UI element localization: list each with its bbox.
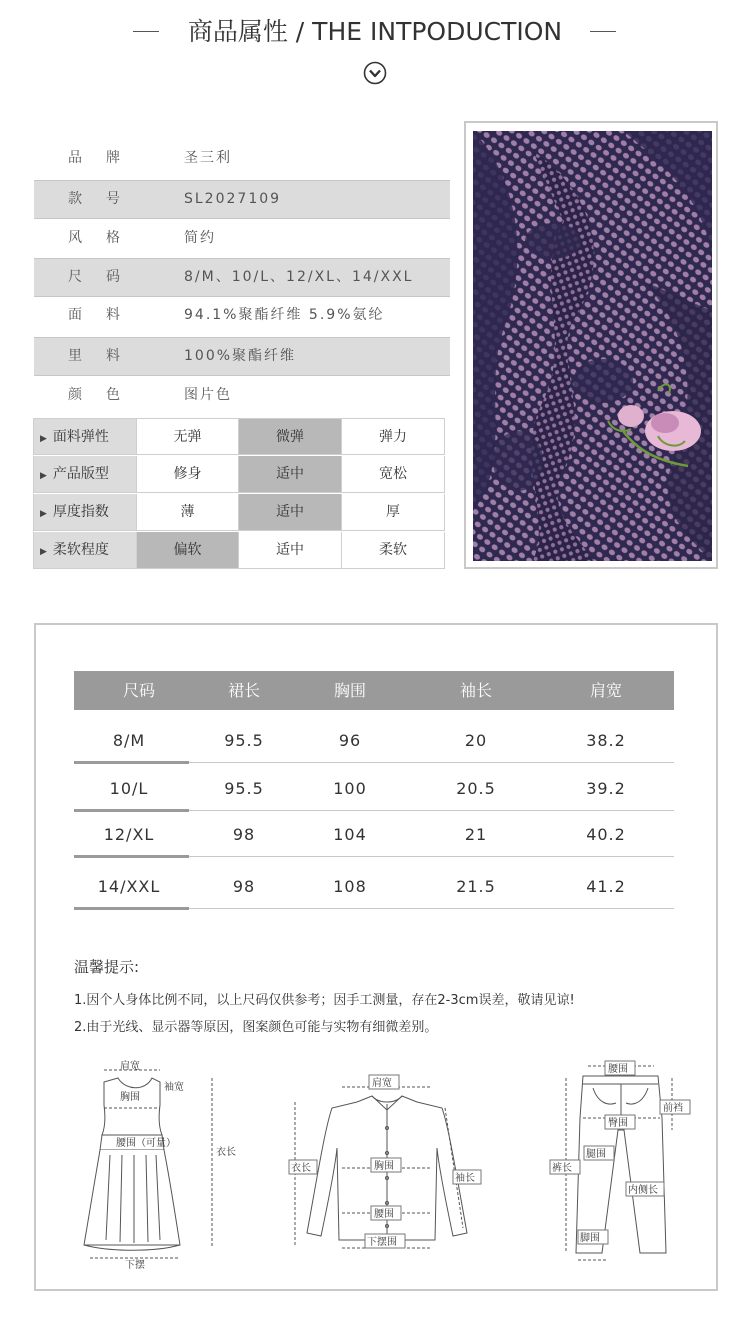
page-title: 商品属性 / THE INTPODUCTION: [187, 17, 563, 46]
cell-size: 12/XL: [103, 825, 155, 844]
note-line: 2.由于光线、显示器等原因，图案颜色可能与实物有细微差别。: [74, 1020, 438, 1035]
header-rule-left: [133, 31, 159, 32]
column-header-length: 裙长: [227, 681, 260, 700]
property-grid: [33, 418, 445, 570]
cell-shoulder: 38.2: [586, 731, 626, 750]
pants-label-outseam: 裤长: [552, 1163, 572, 1174]
property-name: ▶ 产品版型: [33, 456, 137, 493]
note-line: 1.因个人身体比例不同，以上尺码仅供参考；因手工测量，存在2-3cm误差，敬请见谅!: [74, 993, 575, 1008]
table-row: [74, 864, 674, 910]
cell-length: 95.5: [224, 779, 264, 798]
property-option-selected: 适中: [239, 456, 342, 493]
cell-bust: 108: [333, 877, 367, 896]
cell-length: 98: [232, 877, 256, 896]
attribute-label: 品牌: [68, 150, 144, 166]
triangle-right-icon: ▶: [40, 547, 47, 557]
pants-measurement-diagram: [548, 1058, 698, 1268]
attribute-value: 94.1%聚酯纤维 5.9%氨纶: [184, 307, 385, 323]
dress-label-length: 衣长: [216, 1147, 236, 1158]
row-underline: [74, 907, 189, 910]
table-row: [74, 766, 674, 812]
cell-bust: 96: [338, 731, 362, 750]
property-row-elasticity: [33, 418, 445, 456]
shirt-label-hem: 下摆围: [367, 1237, 397, 1248]
attribute-label: 风格: [68, 230, 144, 246]
property-row-softness: [33, 532, 445, 570]
property-option: 柔软: [342, 532, 445, 569]
attribute-row-color: [34, 377, 450, 414]
pants-label-leg-opening: 脚围: [580, 1233, 600, 1244]
pants-label-thigh: 腿围: [586, 1149, 606, 1160]
property-option: 薄: [137, 494, 239, 531]
triangle-right-icon: ▶: [40, 471, 47, 481]
cell-size: 10/L: [109, 779, 149, 798]
table-row: [74, 812, 674, 858]
attribute-value: 100%聚酯纤维: [184, 348, 297, 364]
property-option: 适中: [239, 532, 342, 569]
shirt-label-bust: 胸围: [374, 1161, 394, 1172]
cell-shoulder: 39.2: [586, 779, 626, 798]
cell-bust: 104: [333, 825, 367, 844]
attribute-value: 图片色: [184, 387, 232, 403]
column-header-bust: 胸围: [333, 681, 366, 700]
cell-sleeve: 21: [464, 825, 488, 844]
pants-label-inseam: 内侧长: [628, 1185, 658, 1196]
row-divider: [189, 908, 674, 909]
header-rule-right: [590, 31, 616, 32]
property-option-selected: 微弹: [239, 418, 342, 455]
cell-sleeve: 21.5: [456, 877, 496, 896]
size-table-header: [74, 671, 674, 710]
dress-label-waist: 腰围（可量）: [116, 1138, 176, 1149]
column-header-size: 尺码: [122, 681, 155, 700]
cell-bust: 100: [333, 779, 367, 798]
property-name: ▶ 厚度指数: [33, 494, 137, 531]
attribute-row-style-no: [34, 180, 450, 219]
row-divider: [189, 856, 674, 857]
pants-label-waist: 腰围: [608, 1064, 628, 1075]
dress-label-bust: 胸围: [120, 1092, 140, 1103]
notes-title: 温馨提示:: [74, 958, 140, 976]
property-option: 无弹: [137, 418, 239, 455]
cell-size: 8/M: [112, 731, 146, 750]
row-divider: [189, 810, 674, 811]
row-underline: [74, 761, 189, 764]
dress-label-sleeve: 袖宽: [164, 1082, 184, 1093]
attribute-label: 里料: [68, 348, 144, 364]
cell-size: 14/XXL: [97, 877, 161, 896]
chevron-down-circle-icon: [363, 61, 387, 85]
cell-shoulder: 41.2: [586, 877, 626, 896]
shirt-measurement-diagram: [287, 1068, 487, 1253]
column-header-sleeve: 袖长: [459, 681, 492, 700]
row-underline: [74, 855, 189, 858]
dress-measurement-diagram: [80, 1060, 250, 1270]
shirt-label-waist: 腰围: [374, 1209, 394, 1220]
cell-shoulder: 40.2: [586, 825, 626, 844]
attribute-value: 圣三利: [184, 150, 232, 166]
cell-length: 98: [232, 825, 256, 844]
pants-label-rise: 前裆: [663, 1103, 683, 1114]
cell-length: 95.5: [224, 731, 264, 750]
property-row-thickness: [33, 494, 445, 532]
row-divider: [189, 762, 674, 763]
pants-label-hip: 臀围: [608, 1118, 628, 1129]
attribute-value: 8/M、10/L、12/XL、14/XXL: [184, 269, 414, 285]
property-option: 修身: [137, 456, 239, 493]
triangle-right-icon: ▶: [40, 434, 47, 444]
attribute-row-size: [34, 258, 450, 297]
dress-label-hem: 下摆: [125, 1260, 145, 1270]
cell-sleeve: 20.5: [456, 779, 496, 798]
attribute-label: 款号: [68, 191, 144, 207]
attribute-row-fabric: [34, 297, 450, 334]
property-option: 宽松: [342, 456, 445, 493]
property-option-selected: 适中: [239, 494, 342, 531]
property-row-fit: [33, 456, 445, 494]
lace-fabric-image: [473, 131, 712, 561]
triangle-right-icon: ▶: [40, 509, 47, 519]
attribute-label: 面料: [68, 307, 144, 323]
attribute-row-style: [34, 220, 450, 257]
dress-label-shoulder: 肩宽: [120, 1061, 140, 1072]
attribute-value: 简约: [184, 230, 216, 246]
cell-sleeve: 20: [464, 731, 488, 750]
attribute-label: 尺码: [68, 269, 144, 285]
property-option-selected: 偏软: [137, 532, 239, 569]
property-name: ▶ 柔软程度: [33, 532, 137, 569]
column-header-shoulder: 肩宽: [589, 681, 622, 700]
attribute-row-brand: [34, 140, 450, 177]
attribute-value: SL2027109: [184, 191, 282, 207]
shirt-label-shoulder: 肩宽: [372, 1078, 392, 1089]
attribute-label: 颜色: [68, 387, 144, 403]
shirt-label-length: 衣长: [291, 1163, 311, 1174]
property-name: ▶ 面料弹性: [33, 418, 137, 455]
table-row: [74, 718, 674, 764]
property-option: 弹力: [342, 418, 445, 455]
attribute-row-lining: [34, 337, 450, 376]
shirt-label-sleeve: 袖长: [455, 1173, 475, 1184]
property-option: 厚: [342, 494, 445, 531]
